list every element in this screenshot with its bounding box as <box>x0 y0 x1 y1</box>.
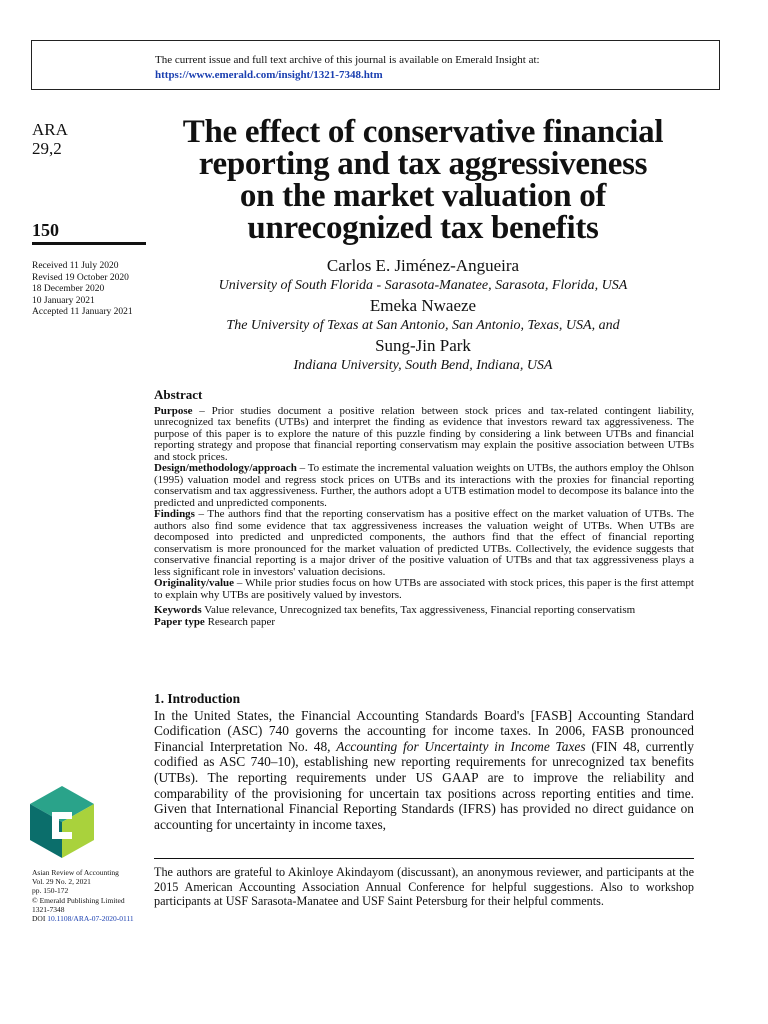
volume-issue: 29,2 <box>32 139 62 158</box>
journal-abbreviation <box>32 120 68 158</box>
title-line: reporting and tax aggressiveness <box>198 146 648 182</box>
date-revised: Revised 19 October 2020 <box>32 272 129 283</box>
doi-line <box>32 914 134 923</box>
intro-text: (FIN 48, currently codified as ASC 740–10), establishing new reporting requirements for unrecognized tax benefits (UTBs). The reporting requirements under US GAAP are to improve the reliability and comparability of the provisioning for uncertain tax positions across reporting entities and time. Given that International Financial Reporting Standards (IFRS) has provided no direct guidance on accounting for uncertainty in income taxes, <box>154 738 695 832</box>
abstract-heading: Abstract <box>154 387 203 402</box>
received-dates <box>32 261 133 319</box>
journal-url-link[interactable]: https://www.emerald.com/insight/1321-7348.htm <box>155 69 383 81</box>
journal-name: Asian Review of Accounting <box>32 868 119 877</box>
findings-label: Findings <box>154 508 195 520</box>
author-list <box>150 255 696 375</box>
introduction-heading: 1. Introduction <box>154 691 241 706</box>
title-line: The effect of conservative financial <box>182 114 664 150</box>
design-label: Design/methodology/approach <box>154 462 297 474</box>
findings-text: – The authors find that the reporting conservatism has a positive effect on the market valuation of UTBs. The authors also find some evidence that tax aggressiveness increases the valuation weight of UTBs. When UTBs are decomposed into predicted and unpredicted components, the authors find that the effect of financial reporting conservatism is more pronounced for the market valuation of predicted UTBs. Collectively, the evidence suggests that conservative financial reporting is a major driver of the positive valuation of UTBs and that tax aggressiveness plays a less significant role in investors' valuation decisions. <box>154 508 694 578</box>
originality-label: Originality/value <box>154 577 235 589</box>
author-name: Emeka Nwaeze <box>369 296 477 315</box>
abstract-originality <box>154 578 694 601</box>
date-revised-2: 18 December 2020 <box>32 284 105 294</box>
purpose-text: – Prior studies document a positive relation between stock prices and tax-related contingent liability, unrecognized tax benefits (UTBs) and interpret the finding as evidence that investors reward tax aggressiveness. The purpose of this paper is to explore the nature of this puzzle finding by considering a link between UTBs and financial reporting strategy and propose that financial reporting conservatism may explain the positive association between UTBs and stock prices. <box>154 404 694 463</box>
emerald-logo-icon <box>30 786 94 858</box>
intro-italic-title: Accounting for Uncertainty in Income Taxes <box>336 738 586 754</box>
journal-abbr: ARA <box>32 120 68 139</box>
author-affiliation: University of South Florida - Sarasota-Manatee, Sarasota, Florida, USA <box>218 278 628 293</box>
journal-volume: Vol. 29 No. 2, 2021 <box>32 877 91 887</box>
journal-banner <box>155 53 540 83</box>
author-affiliation: Indiana University, South Bend, Indiana, USA <box>293 358 553 373</box>
abstract-design <box>154 463 694 509</box>
originality-text: – While prior studies focus on how UTBs are associated with stock prices, this paper is the first attempt to explain why UTBs are positively valued by investors. <box>154 577 694 601</box>
doi-link[interactable]: 10.1108/ARA-07-2020-0111 <box>47 914 134 924</box>
page-number-rule <box>32 242 146 245</box>
footnote-rule <box>154 858 694 859</box>
keywords-label: Keywords <box>154 604 202 616</box>
keywords-text: Value relevance, Unrecognized tax benefits, Tax aggressiveness, Financial reporting conservatism <box>201 604 636 616</box>
introduction-section <box>154 691 694 832</box>
title-line: unrecognized tax benefits <box>247 210 599 246</box>
page-range: pp. 150-172 <box>32 886 69 896</box>
banner-text: The current issue and full text archive of this journal is available on Emerald Insight at: <box>155 54 540 66</box>
date-accepted: Accepted 11 January 2021 <box>32 307 133 317</box>
introduction-paragraph <box>154 708 694 833</box>
acknowledgement-footnote: The authors are grateful to Akinloye Akindayom (discussant), an anonymous reviewer, and participants at the 2015 American Accounting Association Annual Conference for helpful suggestions. Also to workshop participants at USF Sarasota-Manatee and USF Saint Petersburg for their helpful comments. <box>154 865 694 908</box>
doi-label: DOI <box>32 914 46 924</box>
paper-type-text: Research paper <box>204 615 276 628</box>
date-revised-3: 10 January 2021 <box>32 295 95 306</box>
author-affiliation: The University of Texas at San Antonio, San Antonio, Texas, USA, and <box>226 318 620 333</box>
copyright: © Emerald Publishing Limited <box>32 895 125 905</box>
title-line: on the market valuation of <box>239 178 607 214</box>
abstract-findings <box>154 509 694 578</box>
purpose-label: Purpose <box>154 404 193 417</box>
date-received: Received 11 July 2020 <box>32 261 119 271</box>
design-text: – To estimate the incremental valuation weights on UTBs, the authors employ the Ohlson (1995) valuation model and regress stock prices on UTBs and its interactions with the proxies for financial reporting conservatism and tax aggressiveness. Further, the authors adopt a UTB estimation model to decompose its balance into the predicted and unpredicted components. <box>154 462 694 509</box>
intro-text: In the United States, the Financial Accounting Standards Board's [FASB] Accounting Standard Codification (ASC) 740 governs the accounting for income taxes. In 2006, FASB pronounced Financial Interpretation No. 48, <box>154 707 694 754</box>
abstract-purpose <box>154 406 694 464</box>
paper-type <box>154 617 694 629</box>
issn: 1321-7348 <box>32 904 65 914</box>
article-title <box>150 116 696 244</box>
author-name: Carlos E. Jiménez-Angueira <box>326 256 520 275</box>
abstract <box>154 389 694 628</box>
author-name: Sung-Jin Park <box>375 336 471 355</box>
paper-type-label: Paper type <box>154 615 205 628</box>
page-number: 150 <box>32 220 59 240</box>
journal-footer-meta <box>32 868 134 923</box>
